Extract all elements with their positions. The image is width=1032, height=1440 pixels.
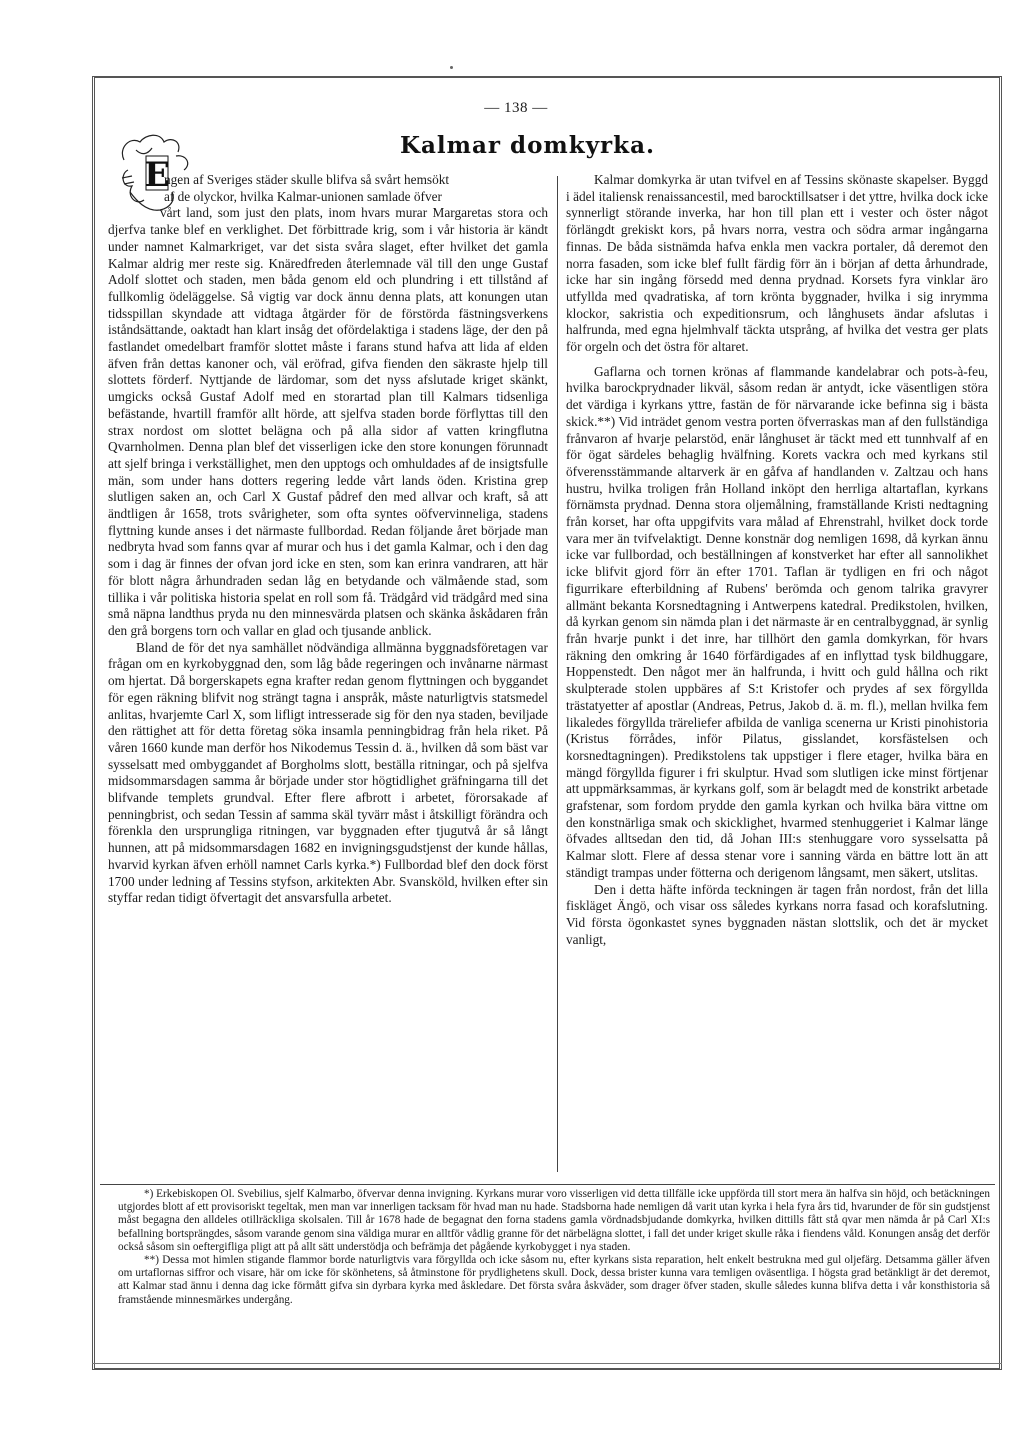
drop-cap-letter: E xyxy=(144,155,170,195)
footnote-2: **) Dessa mot himlen stigande flammor borde naturligtvis vara förgyllda och icke såsom nu, efter kyrkans sista reparation, helt enkelt bestrukna med gul oljefärg. Detsamma gäller äfven om urtaflornas siffror och visare, här om icke för skönhetens, så åtminstone för prydlighetens skull. Dock, dessa brister kunna vara temligen oväsentliga. I högsta grad betänkligt är det deremot, att Kalmar stad ännu i denna dag icke förmått gifva sin dyrbara kyrka med åskledare. Det första svåra åskväder, som drager öfver staden, skulle således kunna blifva detta i vår konsthistoria så framstående minnesmärkes undergång. xyxy=(118,1254,990,1306)
left-paragraph-1: vårt land, som just den plats, inom hvars murar Margaretas stora och djerfva tanke blef en verklighet. Det förbittrade krig, som i vår historia är kändt under namnet Kalmarkriget, var det sista svåra slaget, efter hvilket det gamla Kalmar aldrig mer reste sig. Knäredfreden återlemnade väl till den unge Gustaf Adolf slottet och staden, men båda genom eld och plundring i ett tillstånd af fullkomlig ödeläggelse. Så vigtig var dock ännu denna plats, att konungen utan tidsspillan skyndade att vidtaga åtgärder för de förstörda fästningsverkens iståndsättande, oaktadt han klart insåg det ofördelaktiga i stadens läge, der den på fastlandet omedelbart framför slottet måste i farans stund hafva att lida af elden äfven från dettas kanoner och, väl eröfrad, gifva fienden den säkraste hjelp till slottets förderf. Nyttjande de lärdomar, som det nyss afslutade kriget skänkt, umgicks också Gustaf Adolf med en storartad plan till Kalmars tidsenliga befästande, hvartill framför allt hörde, att sjelfva staden borde förflyttas till den strax nordost om slottet belägna och på alla sidor af vatten kringflutna Qvarnholmen. Denna plan blef det visserligen icke den store konungen förunnadt att sjelf bringa i verkställighet, men den upptogs och omhuldades af de insigtsfulle män, som under hans dotters regering ledde vårt lands öden. Kristina grep slutligen saken an, och Carl X Gustaf pådref den med allvar och kraft, så att ändtligen år 1658, trots svårigheter, som ofta syntes oöfvervinneliga, stadens flyttning kunde anses i det närmaste fullbordad. Redan följande året började man nedbryta hvad som fanns qvar af murar och hus i det gamla Kalmar, och i den dag som i dag är finnes der ofvan jord icke en sten, som kan erinra vandraren, att här för blott några århundraden sedan låg en betydande och välmående stad, som tillika i vår politiska historia spelat en roll som få. Trädgård vid trädgård med sina små näpna landthus pryda nu den minnesvärda platsen och skänka åskådaren från den grå borgens torn och vallar en glad och tjusande anblick. xyxy=(108,205,548,638)
right-column xyxy=(566,172,988,1182)
right-paragraph-1: Kalmar domkyrka är utan tvifvel en af Tessins skönaste skapelser. Byggd i ädel italiensk renaissancestil, med barocktillsatser i det yttre, hvilka dock icke synnerligt störande inverka, har hon till plan ett i vester och öster något förlängdt grekiskt kors, på hvars norra, vestra och södra armar ingångarna finnas. De båda sistnämda hafva enkla men vackra portaler, då deremot den norra fasaden, som icke blef fullt färdig förr än i början af detta århundrade, icke har sin ingång försedd med denna prydnad. Korsets fyra vinklar äro utfyllda med qvadratiska, af torn krönta byggnader, hvilka i sig inrymma klockor, sakristia och expeditionsrum, och långhusets ändar afslutas i halfrunda, med egna hjelmhvalf täckta utsprång, af hvilka det vestra ger plats för orgeln och det östra för altaret. xyxy=(566,172,988,355)
frame-bottom-rule xyxy=(92,1363,1002,1364)
right-paragraph-2: Gaflarna och tornen krönas af flammande kandelabrar och pots-à-feu, hvilka barockprydnader likväl, såsom redan är antydt, icke väsentligen störa det värdiga i kyrkans yttre, fastän de för närvarande icke befinna sig i bästa skick.**) Vid inträdet genom vestra porten öfverraskas man af den fullständiga frånvaron af hvarje pelarstöd, enär långhuset är täckt med ett tunnhvalf af en för ögat särdeles behaglig hvälfning. Korets vackra och med kyrkans stil öfverensstämmande altarverk är en gåfva af handlanden v. Zaltzau och hans hustru, hvilka troligen från Holland inköpt den herrliga altartaflan, kyrkans förnämsta prydnad. Denna stora oljemålning, framställande Kristi nedtagning från korset, har ofta uppgifvits vara målad af Ehrenstrahl, hvilket dock torde vara mer än tvifvelaktigt. Denne konstnär dog nemligen 1698, då kyrkan ännu icke var fullbordad, och beställningen af konstverket har efter all sannolikhet icke blifvit gjord förr än efter 1701. Taflan är tydligen en fri och något figurrikare efterbildning af Rubens' berömda och genom talrika gravyrer allmänt bekanta Korsnedtagning i Antwerpens katedral. Predikstolen, hvilken, då kyrkan genom sin nämda plan i det närmaste är en centralbyggnad, är synlig från hvarje punkt i det inre, har tillhört den gamla domkyrkan, för hvars räkning den omkring år 1640 förfärdigades af en inflyttad tysk bildhuggare, Hoppenstedt. Den något mer än halfrunda, i hvitt och guld hållna och rikt skulpterade stolen uppbäres af S:t Kristofer och prydes af sex förgyllda trästatyetter af apostlar (Andreas, Petrus, Jakob d. ä. m. fl.), mellan hvilka fem likaledes förgyllda träreliefer afbilda de vanliga scenerna ur Kristi pinohistoria (Kristus förrådes, inför Pilatus, gisslandet, korsfästelsen och korsnedtagningen). Predikstolens tak uppstiger i flere etager, hvilka bära en mängd förgyllda figurer i fri skulptur. Hvad som slutligen icke minst förtjenar att uppmärksammas, är kyrkans golf, som är belagdt med de konstrikt arbetade grafstenar, som fordom prydde den gamla kyrkan och hvilka bära vittne om den konstnärliga smak och skicklighet, hvarmed stenhuggeriet i Kalmar länge öfvades alltsedan den tid, då Johan III:s stenhuggare voro sysselsatta på Kalmar slott. Flere af dessa stenar vore i sanning värda en bättre lott än att ständigt trampas under fötterna och derigenom långsamt, men säkert, utslitas. xyxy=(566,363,988,880)
article-title: Kalmar domkyrka. xyxy=(400,132,656,159)
left-lead-line-1: ngen af Sveriges städer skulle blifva så svårt hemsökt xyxy=(164,172,450,187)
column-divider xyxy=(557,176,558,1172)
left-column xyxy=(108,172,548,1174)
footnotes xyxy=(118,1188,990,1307)
left-lead-line-2: af de olyckor, hvilka Kalmar-unionen samlade öfver xyxy=(164,188,442,204)
footnote-divider xyxy=(100,1184,995,1185)
ornament-dot xyxy=(450,66,453,69)
page-number: — 138 — xyxy=(484,100,548,116)
right-paragraph-3: Den i detta häfte införda teckningen är tagen från nordost, från det lilla fiskläget Ängö, och visar oss således kyrkans norra fasad och korafslutning. Vid första ögonkastet synes byggnaden nästan slottslik, och det är mycket vanligt, xyxy=(566,881,988,947)
left-paragraph-2: Bland de för det nya samhället nödvändiga allmänna byggnadsföretagen var frågan om en kyrkobyggnad den, som låg både regeringen och invånarne närmast om hjertat. Då borgerskapets egna krafter redan genom flyttningen och byggandet för egen räkning blifvit nog strängt tagna i anspråk, måste naturligtvis statsmedel anlitas, hvarjemte Carl X, som lifligt intresserade sig för den nya staden, beviljade den rättighet att för detta företag söka insamla penningbidrag från hela riket. På våren 1660 kunde man derför hos Nikodemus Tessin d. ä., hvilken då som bäst var sysselsatt med ombyggandet af Borgholms slott, beställa ritningar, och på sjelfva midsommarsdagen samma år började under stor högtidlighet gräfningarna till det blifvande templets grundval. Efter flere afbrott i arbetet, förorsakade af penningbrist, och sedan Tessin af samma skäl tyvärr måst i åtskilligt förändra och förenkla den ursprungliga ritningen, var byggnaden efter tjugutvå år så långt hunnen, att på midsommarsdagen 1682 en invigningsgudstjenst der kunde hållas, hvarvid kyrkan äfven erhöll namnet Carls kyrka.*) Fullbordad blef den dock först 1700 under ledning af Tessins styfson, arkitekten Abr. Svansköld, hvilken efter sin styffar redan tidigt öfvertagit det ansvarsfulla arbetet. xyxy=(108,639,548,906)
footnote-1: *) Erkebiskopen Ol. Svebilius, sjelf Kalmarbo, öfvervar denna invigning. Kyrkans murar voro visserligen vid detta tillfälle icke uppförda till stort mera än halfva sin höjd, och betäckningen utgjordes blott af ett provisoriskt tegeltak, men man var innerligen tacksam för hvad man nu hade. Stadsborna hade nemligen då varit utan kyrka i hela fyra års tid, hvarunder de för sin gudstjenst måst begagna den alldeles otillräckliga skolsalen. Till år 1678 hade de begagnat den forna stadens gamla vördnadsbjudande domkyrka, hvilken dittills fått stå qvar men nämda år på Carl XI:s befallning bortsprängdes, såsom varande genom sina väldiga murar en alltför vådlig granne för det närbelägna slottet, i fall det under kriget skulle råka i fiendens våld. Konungen ansåg det derför också såsom sin oeftergifliga pligt att på allt sätt understödja och befrämja det pågående kyrkobygget i nya staden. xyxy=(118,1188,990,1253)
